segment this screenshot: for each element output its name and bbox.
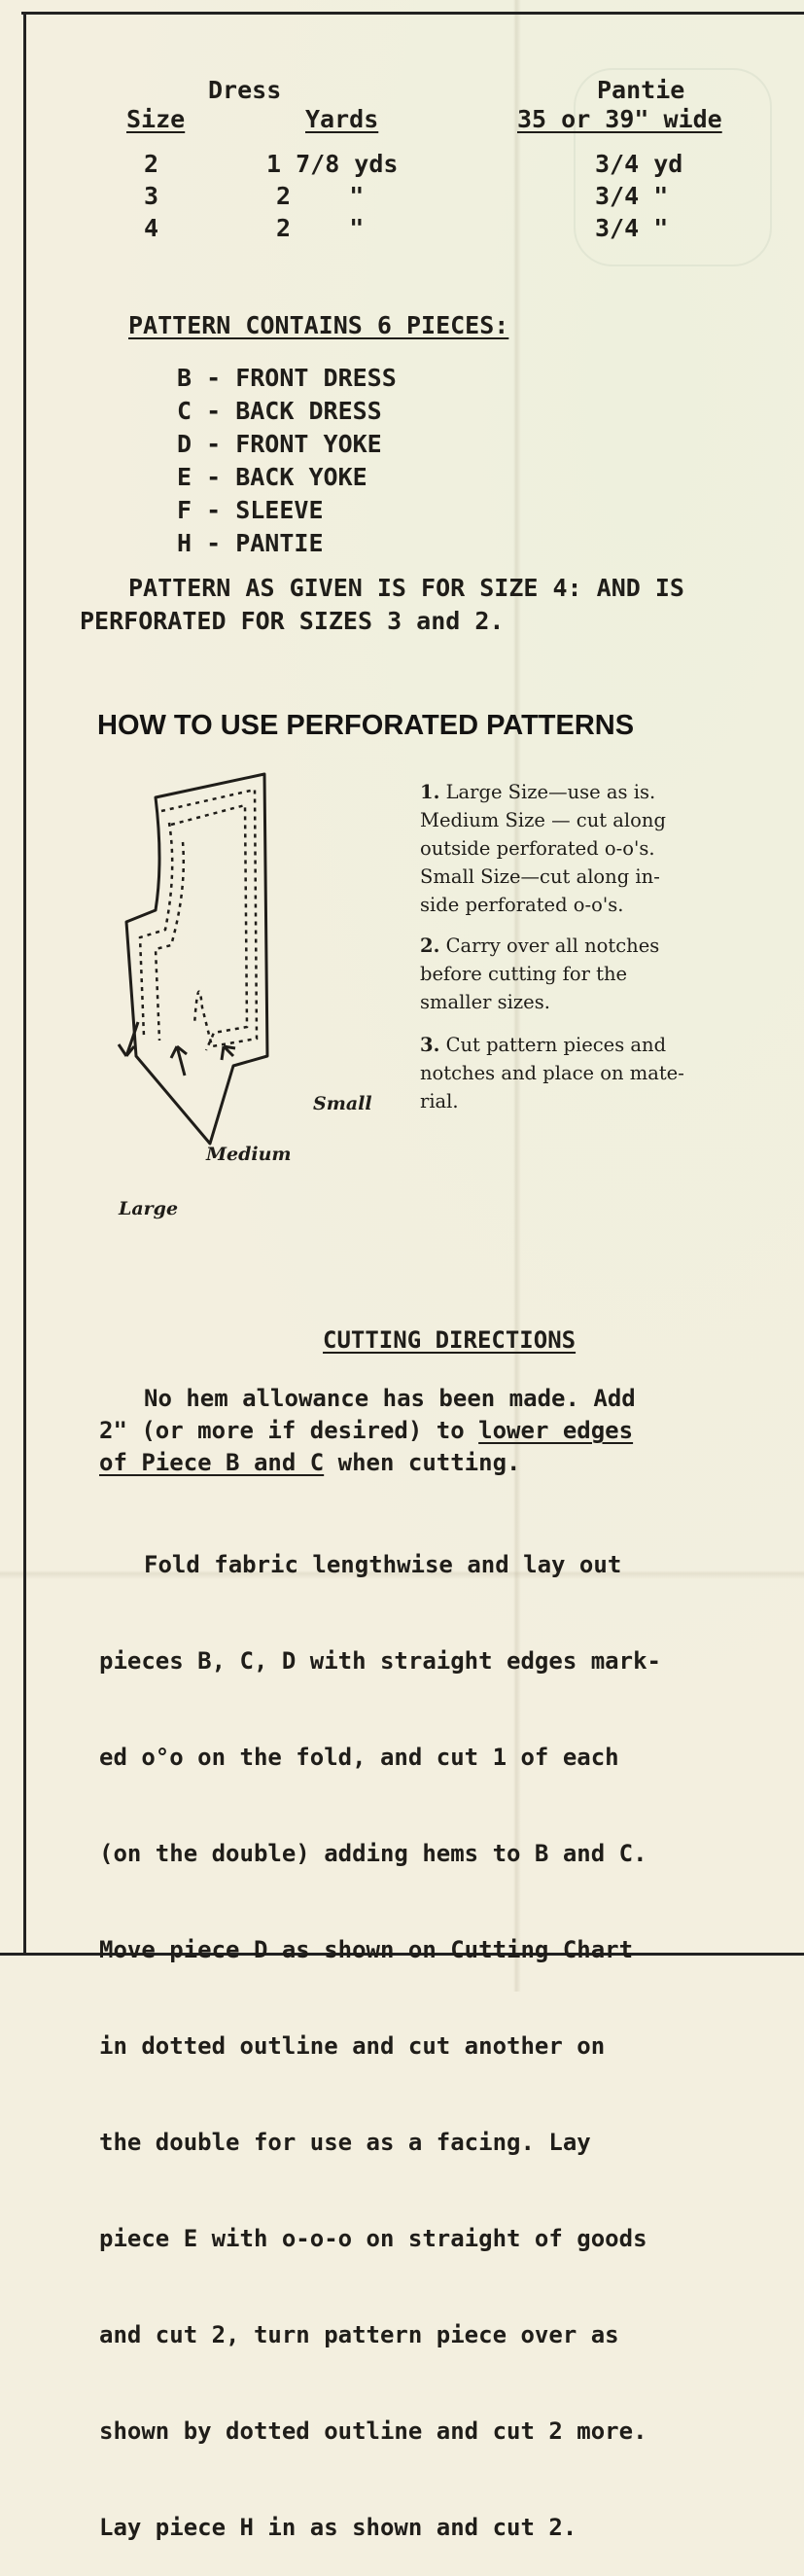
yards-header: Yards — [305, 105, 379, 133]
piece-item: E - BACK YOKE — [177, 463, 367, 491]
layout-line: shown by dotted outline and cut 2 more. — [99, 2417, 647, 2445]
pantie-width-header: 35 or 39" wide — [517, 105, 722, 133]
piece-item: C - BACK DRESS — [177, 397, 382, 425]
layout-line: piece E with o-o-o on straight of goods — [99, 2225, 647, 2252]
step-number: 3. — [420, 1034, 440, 1056]
label-small: Small — [313, 1093, 372, 1114]
piece-item: F - SLEEVE — [177, 496, 324, 524]
layout-line: and cut 2, turn pattern piece over as — [99, 2321, 619, 2348]
layout-line: (on the double) adding hems to B and C. — [99, 1840, 647, 1867]
pantie-header: Pantie — [597, 76, 685, 104]
instruction-step — [420, 932, 659, 1016]
step-line: Cut pattern pieces and — [445, 1034, 667, 1056]
hem-text: 2" (or more if desired) to — [99, 1417, 479, 1444]
step-line: Large Size—use as is. — [445, 781, 656, 803]
perforation-line-small — [171, 805, 247, 1050]
label-medium: Medium — [206, 1144, 292, 1165]
size-cell: 4 — [144, 214, 159, 242]
layout-line: the double for use as a facing. Lay — [99, 2129, 591, 2156]
instruction-step — [420, 1031, 684, 1115]
arrow-medium — [171, 1046, 187, 1076]
layout-line: in dotted outline and cut another on — [99, 2032, 606, 2060]
step-number: 2. — [420, 935, 440, 957]
hem-allowance-line2 — [99, 1415, 633, 1447]
perforation-line-armhole — [140, 823, 172, 1037]
hem-text-underlined: of Piece B and C — [99, 1449, 325, 1476]
instruction-step — [420, 778, 666, 919]
perforated-pattern-diagram — [97, 764, 331, 1182]
perforation-note-line1: PATTERN AS GIVEN IS FOR SIZE 4: AND IS — [128, 574, 684, 602]
step-line: Small Size—cut along in- — [420, 865, 660, 888]
step-line: before cutting for the — [420, 963, 628, 985]
cutting-heading: CUTTING DIRECTIONS — [323, 1326, 577, 1354]
layout-line: Move piece D as shown on Cutting Chart — [99, 1936, 634, 1963]
perforation-note-line2: PERFORATED FOR SIZES 3 and 2. — [80, 607, 505, 635]
layout-line: Lay piece H in as shown and cut 2. — [99, 2514, 577, 2541]
size-cell: 3 — [144, 182, 159, 210]
layout-line: pieces B, C, D with straight edges mark- — [99, 1647, 661, 1675]
pantie-yardage-cell: 3/4 yd — [595, 150, 683, 178]
perforated-title: HOW TO USE PERFORATED PATTERNS — [97, 710, 635, 741]
layout-instructions — [99, 1485, 661, 2576]
dress-yardage-cell: 2 " — [276, 182, 365, 210]
frame-left-border — [23, 12, 26, 1955]
step-number: 1. — [420, 781, 440, 803]
pantie-yardage-cell: 3/4 " — [595, 214, 669, 242]
pieces-list — [177, 362, 397, 560]
label-large: Large — [119, 1198, 179, 1219]
layout-line: ed o°o on the fold, and cut 1 of each — [99, 1744, 619, 1771]
hem-allowance-line3 — [99, 1447, 520, 1479]
size-cell: 2 — [144, 150, 159, 178]
perforation-line-medium — [161, 790, 257, 1046]
pieces-heading: PATTERN CONTAINS 6 PIECES: — [128, 311, 509, 339]
dress-yardage-cell: 2 " — [276, 214, 365, 242]
arrow-small — [222, 1046, 235, 1060]
piece-item: H - PANTIE — [177, 529, 324, 557]
step-line: Medium Size — cut along — [420, 809, 666, 831]
layout-line: Fold fabric lengthwise and lay out — [144, 1551, 622, 1578]
step-line: side perforated o-o's. — [420, 894, 624, 916]
frame-top-border — [21, 12, 804, 15]
hem-text-underlined: lower edges — [478, 1417, 634, 1444]
step-line: notches and place on mate- — [420, 1062, 684, 1084]
hem-text: when cutting. — [324, 1449, 521, 1476]
pantie-yardage-cell: 3/4 " — [595, 182, 669, 210]
piece-item: D - FRONT YOKE — [177, 430, 382, 458]
step-line: smaller sizes. — [420, 991, 550, 1013]
step-line: rial. — [420, 1090, 459, 1112]
dress-yardage-cell: 1 7/8 yds — [266, 150, 399, 178]
hem-allowance-line1: No hem allowance has been made. Add — [144, 1385, 636, 1412]
step-line: outside perforated o-o's. — [420, 837, 655, 860]
dress-header: Dress — [208, 76, 282, 104]
size-header: Size — [126, 105, 186, 133]
piece-item: B - FRONT DRESS — [177, 364, 397, 392]
step-line: Carry over all notches — [445, 935, 660, 957]
